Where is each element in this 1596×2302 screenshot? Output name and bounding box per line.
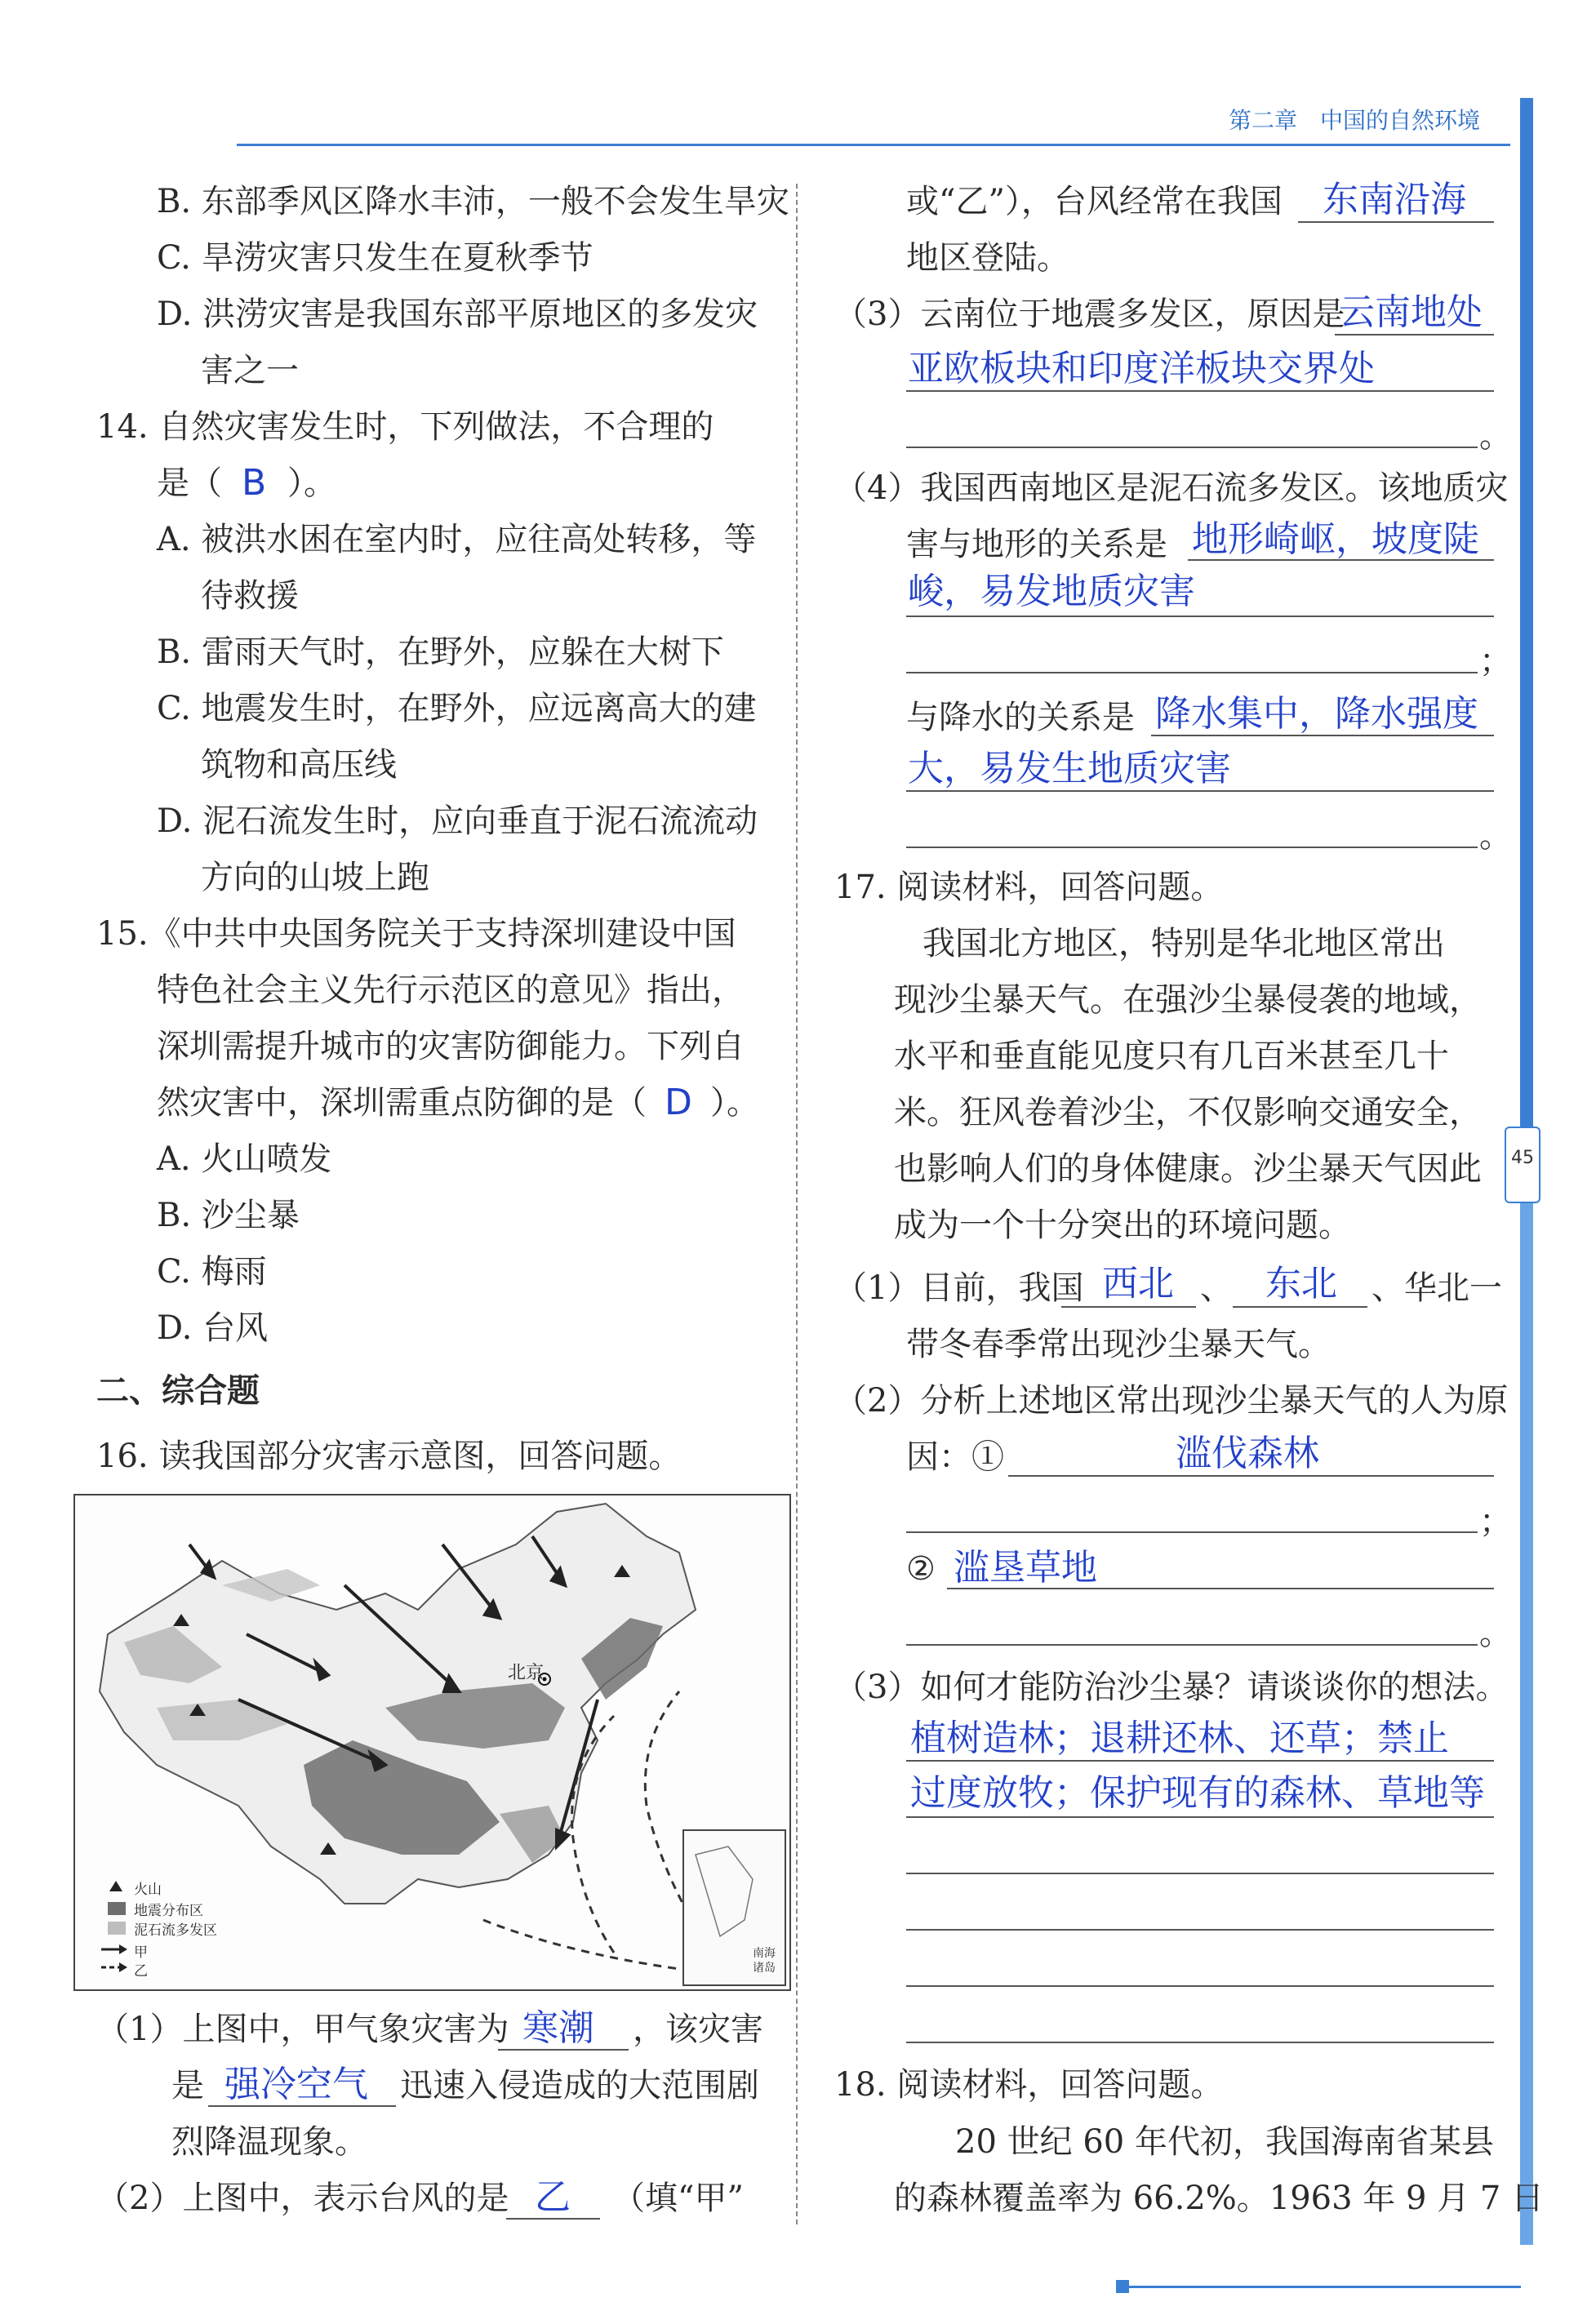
- q14-option-d: D. 泥石流发生时，应向垂直于泥石流流动: [157, 802, 758, 840]
- q16-2-cont-2: 地区登陆。: [906, 239, 1069, 277]
- q17-1-text-cont: 、华北一: [1371, 1269, 1502, 1307]
- q16-4-blank-3: [906, 672, 1478, 673]
- q16-4-period: 。: [1479, 817, 1512, 855]
- q17-para-4: 米。狂风卷着沙尘，不仅影响交通安全，: [894, 1094, 1482, 1131]
- q16-2-text-cont: （填“甲”: [612, 2180, 744, 2217]
- q15-stem-3: 深圳需提升城市的灾害防御能力。下列自: [157, 1028, 745, 1065]
- q15-option-b: B. 沙尘暴: [157, 1197, 300, 1234]
- q16-2-text: （2）上图中，表示台风的是: [96, 2180, 509, 2217]
- q13-option-d-cont: 害之一: [201, 352, 299, 389]
- q17-3-text: （3）如何才能防治沙尘暴？请谈谈你的想法。: [834, 1669, 1509, 1706]
- q16-4-text-3: 与降水的关系是: [906, 699, 1135, 736]
- q17-2-answer-1: 滥伐森林: [1176, 1433, 1319, 1474]
- q16-2-answer: 乙: [535, 2176, 571, 2218]
- q16-4-answer-3: 降水集中，降水强度: [1155, 693, 1478, 735]
- q17-2-semicolon: ；: [1479, 1503, 1512, 1540]
- q18-para-1: 20 世纪 60 年代初，我国海南省某县: [955, 2123, 1494, 2161]
- q16-1-text-4: 烈降温现象。: [171, 2123, 367, 2161]
- side-bar-lower: [1520, 1192, 1533, 2245]
- q15-option-c: C. 梅雨: [157, 1253, 267, 1291]
- q18-para-2: 的森林覆盖率为 66.2%。1963 年 9 月 7 日: [894, 2180, 1545, 2217]
- q13-option-d: D. 洪涝灾害是我国东部平原地区的多发灾: [157, 296, 758, 333]
- q14-option-a-cont: 待救援: [201, 577, 299, 615]
- column-divider: [796, 184, 798, 2224]
- q17-2-text-2: 因：①: [906, 1438, 1004, 1476]
- q16-4-text: （4）我国西南地区是泥石流多发区。该地质灾: [834, 469, 1509, 507]
- q15-option-a: A. 火山喷发: [157, 1140, 332, 1178]
- q16-3-answer-1: 云南地处: [1339, 291, 1483, 333]
- q14-stem-end: ）。: [287, 464, 336, 502]
- q14-option-c-cont: 筑物和高压线: [201, 746, 397, 784]
- section-title: 二、综合题: [96, 1372, 260, 1410]
- q16-1-answer-1: 寒潮: [522, 2007, 594, 2049]
- inset-label: 南海诸岛: [753, 1947, 776, 1975]
- side-bar: [1520, 98, 1533, 1192]
- disaster-map: [73, 1494, 791, 1991]
- q16-1-text: （1）上图中，甲气象灾害为: [96, 2011, 509, 2048]
- q13-option-b: B. 东部季风区降水丰沛，一般不会发生旱灾: [157, 183, 789, 220]
- q17-1-answer-1: 西北: [1102, 1263, 1174, 1304]
- q17-para-3: 水平和垂直能见度只有几百米甚至几十: [894, 1038, 1449, 1075]
- legend-yi: 乙: [134, 1963, 148, 1980]
- q16-4-semicolon: ；: [1479, 642, 1512, 680]
- q16-4-blank-6: [906, 847, 1478, 848]
- q16-3-period: 。: [1479, 417, 1512, 455]
- q17-3-answer-2: 过度放牧；保护现有的森林、草地等: [910, 1772, 1485, 1814]
- q15-option-d: D. 台风: [157, 1309, 269, 1347]
- q17-2-blank-2: [906, 1531, 1478, 1533]
- q17-2-circle-2: ②: [906, 1550, 936, 1588]
- q16-3-text: （3）云南位于地震多发区，原因是: [834, 296, 1345, 333]
- q17-para-1: 我国北方地区，特别是华北地区常出: [922, 925, 1445, 962]
- q17-para-6: 成为一个十分突出的环境问题。: [894, 1207, 1351, 1244]
- q17-2-answer-2: 滥垦草地: [954, 1547, 1097, 1589]
- q17-2-text: （2）分析上述地区常出现沙尘暴天气的人为原: [834, 1382, 1509, 1420]
- q15-stem-2: 特色社会主义先行示范区的意见》指出，: [157, 971, 745, 1009]
- legend-quake: 地震分布区: [134, 1903, 203, 1919]
- q13-option-c: C. 旱涝灾害只发生在夏秋季节: [157, 239, 593, 277]
- q17-3-line-6: [906, 2042, 1494, 2043]
- q16-4-answer-4: 大，易发生地质灾害: [908, 748, 1231, 789]
- q16-4-blank-2: [906, 615, 1494, 617]
- q16-stem: 16. 读我国部分灾害示意图，回答问题。: [96, 1438, 682, 1475]
- q17-3-line-2: [906, 1816, 1494, 1818]
- q17-1-blank-1: [1061, 1306, 1196, 1308]
- q17-1-text-2: 带冬春季常出现沙尘暴天气。: [906, 1326, 1331, 1363]
- q14-stem-cont: 是（: [157, 464, 222, 502]
- q16-3-blank-3: [906, 447, 1478, 448]
- q17-stem: 17. 阅读材料，回答问题。: [834, 869, 1224, 906]
- q16-2-answer-2: 东南沿海: [1323, 179, 1466, 220]
- q16-1-answer-2: 强冷空气: [225, 2064, 368, 2105]
- q14-stem: 14. 自然灾害发生时，下列做法，不合理的: [96, 408, 714, 446]
- chapter-header: 第二章 中国的自然环境: [1229, 107, 1481, 134]
- legend-volcano: 火山: [134, 1882, 162, 1898]
- q17-2-period: 。: [1479, 1615, 1512, 1652]
- q17-3-line-4: [906, 1929, 1494, 1931]
- q16-4-text-2: 害与地形的关系是: [906, 526, 1167, 563]
- q16-2-cont: 或“乙”），台风经常在我国: [906, 183, 1283, 220]
- q18-stem: 18. 阅读材料，回答问题。: [834, 2066, 1224, 2104]
- q17-3-line-5: [906, 1985, 1494, 1987]
- q14-option-b: B. 雷雨天气时，在野外，应躲在大树下: [157, 633, 724, 671]
- q17-3-line-3: [906, 1873, 1494, 1874]
- q15-stem: 15.《中共中央国务院关于支持深圳建设中国: [96, 915, 736, 953]
- q17-1-sep: 、: [1200, 1269, 1233, 1307]
- map-label-beijing: 北京: [508, 1663, 545, 1683]
- footer-rule: [1129, 2286, 1521, 2288]
- q16-4-answer-1: 地形崎岖，坡度陡: [1192, 518, 1479, 560]
- q16-1-text-cont: ，该灾害: [633, 2011, 763, 2048]
- q17-3-answer-1: 植树造林；退耕还林、还草；禁止: [910, 1718, 1449, 1759]
- q17-1-answer-2: 东北: [1265, 1263, 1337, 1304]
- q16-3-answer-2: 亚欧板块和印度洋板块交界处: [908, 348, 1375, 389]
- q17-1-text: （1）目前，我国: [834, 1269, 1084, 1307]
- q15-stem-end: ）。: [710, 1084, 759, 1122]
- q14-option-d-cont: 方向的山坡上跑: [201, 859, 429, 896]
- q14-option-c: C. 地震发生时，在野外，应远离高大的建: [157, 690, 757, 727]
- legend-jia: 甲: [134, 1944, 148, 1961]
- q16-1-text-3: 迅速入侵造成的大范围剧: [400, 2067, 759, 2104]
- legend-mud: 泥石流多发区: [134, 1922, 217, 1939]
- q17-2-blank-4: [906, 1644, 1478, 1646]
- footer-mark: [1116, 2280, 1129, 2293]
- header-rule: [237, 144, 1510, 146]
- q17-1-blank-2: [1233, 1306, 1367, 1308]
- q17-para-2: 现沙尘暴天气。在强沙尘暴侵袭的地域，: [894, 981, 1482, 1019]
- q16-1-text-2: 是: [171, 2067, 204, 2104]
- q16-4-answer-2: 峻，易发地质灾害: [908, 571, 1195, 612]
- q14-answer: B: [242, 462, 267, 504]
- q15-answer: D: [665, 1082, 692, 1123]
- page-number: 45: [1511, 1148, 1534, 1168]
- q14-option-a: A. 被洪水困在室内时，应往高处转移，等: [157, 521, 757, 558]
- q15-stem-4: 然灾害中，深圳需重点防御的是（: [157, 1084, 647, 1122]
- q17-para-5: 也影响人们的身体健康。沙尘暴天气因此: [894, 1150, 1482, 1188]
